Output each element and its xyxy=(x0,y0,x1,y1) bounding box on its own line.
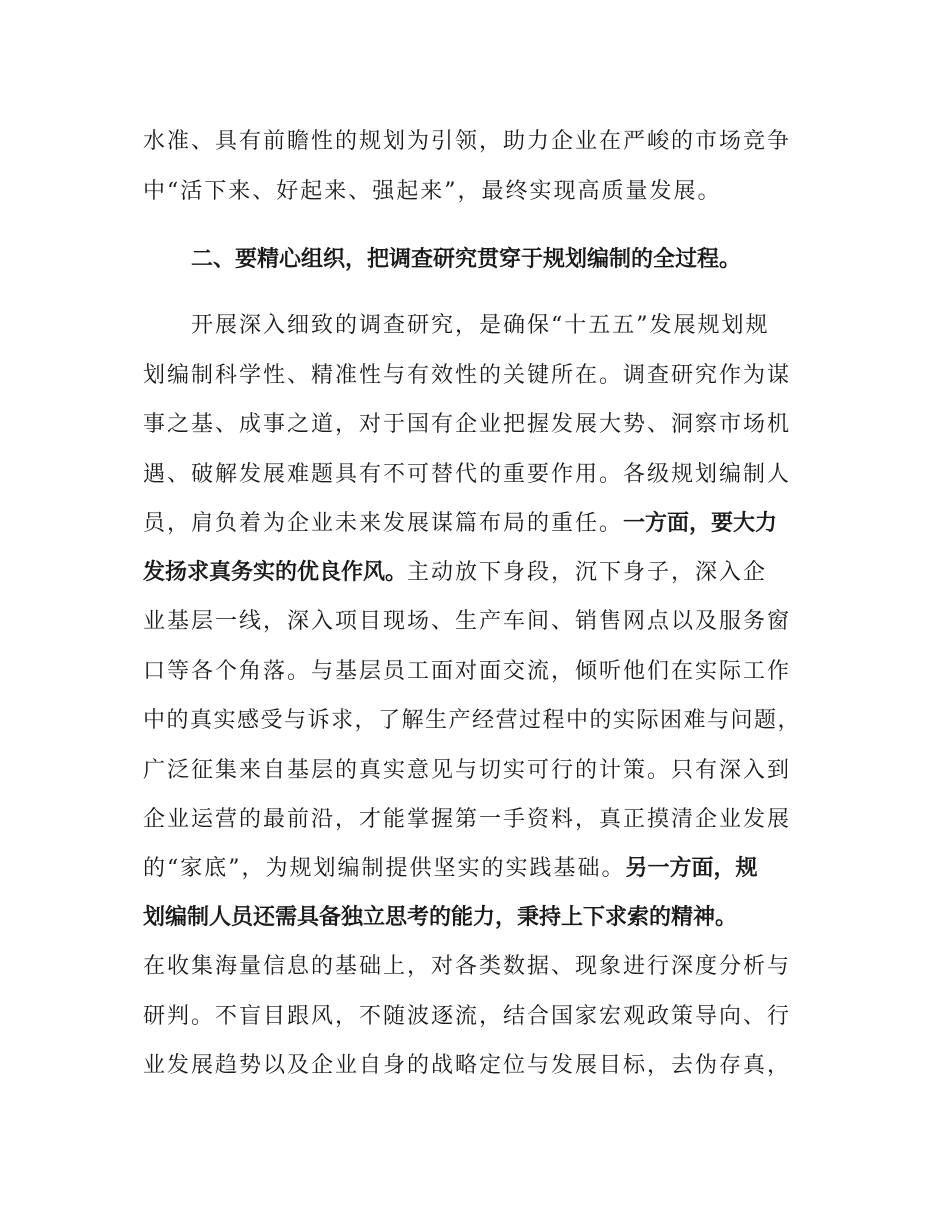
bold-text-run: 发扬求真务实的优良作风。 xyxy=(143,560,408,585)
text-line: 口等各个角落。与基层员工面对面交流，倾听他们在实际工作 xyxy=(143,659,792,684)
text-line xyxy=(143,849,813,889)
text-line: 水准、具有前瞻性的规划为引领，助力企业在严峻的市场竞争 xyxy=(143,129,792,154)
text-line: 中“活下来、好起来、强起来”，最终实现高质量发展。 xyxy=(143,179,722,204)
bold-text-run: 一方面，要大力 xyxy=(623,511,778,536)
text-run: 的“家底”，为规划编制提供坚实的实践基础。 xyxy=(143,856,626,881)
text-line: 在收集海量信息的基础上，对各类数据、现象进行深度分析与 xyxy=(143,954,792,979)
text-run: 员，肩负着为企业未来发展谋篇布局的重任。 xyxy=(143,511,624,536)
text-line-bold: 划编制人员还需具备独立思考的能力，秉持上下求索的精神。 xyxy=(143,905,738,930)
text-line: 遇、破解发展难题具有不可替代的重要作用。各级规划编制人 xyxy=(143,462,792,487)
text-line: 业基层一线，深入项目现场、生产车间、销售网点以及服务窗 xyxy=(143,609,792,634)
text-line: 中的真实感受与诉求，了解生产经营过程中的实际困难与问题， xyxy=(143,708,802,733)
bold-text-run: 另一方面，规 xyxy=(625,856,758,881)
text-line: 开展深入细致的调查研究，是确保“十五五”发展规划规 xyxy=(191,313,770,338)
text-line: 业发展趋势以及企业自身的战略定位与发展目标，去伪存真， xyxy=(143,1053,792,1078)
text-line xyxy=(143,553,813,593)
text-line: 广泛征集来自基层的真实意见与切实可行的计策。只有深入到 xyxy=(143,758,792,783)
text-line: 划编制科学性、精准性与有效性的关键所在。调查研究作为谋 xyxy=(143,363,792,388)
text-line: 企业运营的最前沿，才能掌握第一手资料，真正摸清企业发展 xyxy=(143,807,792,832)
text-run: 主动放下身段，沉下身子，深入企 xyxy=(407,560,768,585)
text-line xyxy=(143,504,813,544)
text-line: 研判。不盲目跟风，不随波逐流，结合国家宏观政策导向、行 xyxy=(143,1004,792,1029)
text-line: 事之基、成事之道，对于国有企业把握发展大势、洞察市场机 xyxy=(143,412,792,437)
section-heading: 二、要精心组织，把调查研究贯穿于规划编制的全过程。 xyxy=(191,247,742,272)
